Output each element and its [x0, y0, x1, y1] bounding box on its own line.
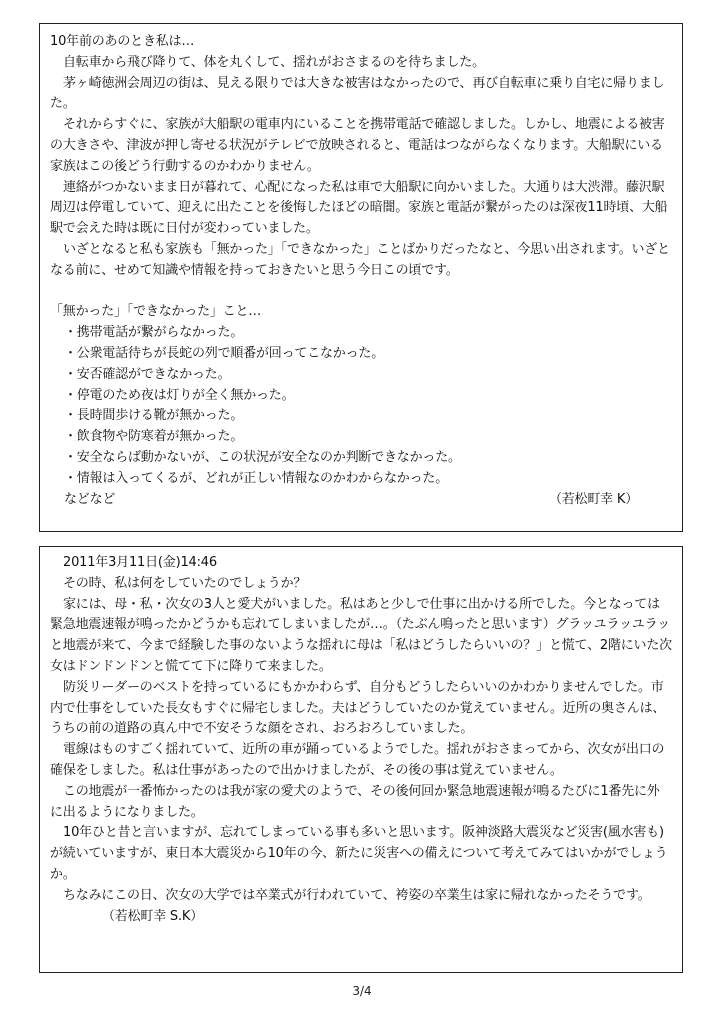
page-number: 3/4	[352, 984, 372, 998]
essay-last-paragraph	[50, 886, 672, 928]
essay-paragraph: 防災リーダーのベストを持っているにもかかわらず、自分もどうしたらいいのかわかりませんでした。市内で仕事をしていた長女もすぐに帰宅しました。夫はどうしていたのか覚えていません。近所の奥さんは、うちの前の道路の真ん中で不安そうな顔をされ、おろおろしていました。	[50, 679, 666, 737]
list-item: ・携帯電話が繋がらなかった。	[64, 325, 244, 341]
essay-paragraph: 茅ヶ崎徳洲会周辺の街は、見える限りでは大きな被害はなかったので、再び自転車に乗り自宅に帰りました。	[50, 75, 665, 112]
essay-paragraph: 10年ひと昔と言いますが、忘れてしまっている事も多いと思います。阪神淡路大震災など災害(風水害も)が続いていますが、東日本大震災から10年の今、新たに災害への備えについて考えてみてはいかがでしょうか。	[50, 825, 668, 882]
author-signature: （若松町幸 K）	[548, 491, 638, 507]
essay-paragraph: その時、私は何をしていたのでしょうか？	[63, 575, 307, 591]
list-item: ・長時間歩ける靴が無かった。	[64, 408, 244, 424]
essay-paragraph: 自転車から飛び降りて、体を丸くして、揺れがおさまるのを待ちました。	[63, 54, 485, 70]
essay-paragraph: それからすぐに、家族が大船駅の電車内にいることを携帯電話で確認しました。しかし、地震による被害の大きさや、津波が押し寄せる状況がテレビで放映されると、電話はつながらなくなります。大船駅にいる家族はこの後どう行動するのかわかりません。	[50, 117, 665, 174]
essay-paragraph: いざとなると私も家族も「無かった」「できなかった」ことばかりだったなと、今思い出されます。いざとなる前に、せめて知識や情報を持っておきたいと思う今日この頃です。	[50, 241, 670, 278]
essay-paragraph: 電線はものすごく揺れていて、近所の車が踊っているようでした。揺れがおさまってから、次女が出口の確保をしました。私は仕事があったので出かけましたが、その後の事は覚えていません。	[50, 742, 665, 778]
essay-paragraph: 家には、母・私・次女の3人と愛犬がいました。私はあと少しで仕事に出かける所でした。今となっては緊急地震速報が鳴ったかどうかも忘れてしまいましたが…。（たぶん鳴ったと思います）グラッユラッユラッと地震が来て、今まで経験した事のないような揺れに母は「私はどうしたらいいの？」と慌て、2階にいた次女はドンドンドンと慌てて下に降りて来ました。	[50, 596, 672, 674]
essay-heading: 10年前のあのとき私は…	[50, 34, 195, 49]
list-title: 「無かった」「できなかった」こと…	[50, 304, 262, 320]
last-paragraph-text: ちなみにこの日、次女の大学では卒業式が行われていて、袴姿の卒業生は家に帰れなかったそうです。	[63, 887, 651, 903]
essay-paragraph: この地震が一番怖かったのは我が家の愛犬のようで、その後何回か緊急地震速報が鳴るたびに1番先に外に出るようになりました。	[50, 783, 660, 820]
list-item: ・公衆電話待ちが長蛇の列で順番が回ってこなかった。	[64, 345, 385, 361]
spacer	[50, 282, 672, 303]
list-item: ・安否確認ができなかった。	[64, 366, 231, 382]
essay-paragraph: 連絡がつかないまま日が暮れて、心配になった私は車で大船駅に向かいました。大通りは大渋滞。藤沢駅周辺は停電していて、迎えに出たことを後悔したほどの暗闇。家族と電話が繋がったのは深夜11時頃、大船駅で会えた時は既に日付が変わっていました。	[50, 179, 668, 237]
essay-heading: 2011年3月11日(金)14:46	[63, 555, 217, 570]
essay-box-1	[39, 23, 683, 532]
list-item: ・飲食物や防寒着が無かった。	[64, 429, 244, 445]
essay-box-2	[39, 546, 683, 973]
author-signature: （若松町幸 S.K）	[102, 908, 204, 924]
list-item: ・停電のため夜は灯りが全く無かった。	[64, 387, 295, 403]
list-item: ・安全ならば動かないが、この状況が安全なのか判断できなかった。	[64, 449, 461, 465]
list-item: ・情報は入ってくるが、どれが正しい情報なのかわからなかった。	[64, 470, 449, 486]
closing-text: などなど	[64, 491, 116, 507]
closing-row	[50, 490, 672, 511]
